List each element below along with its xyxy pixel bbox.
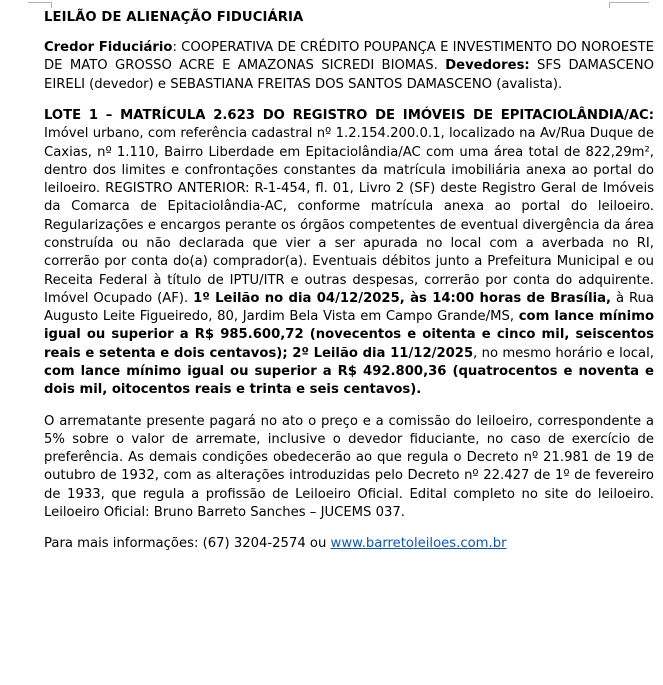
second-auction-note: , no mesmo horário e local, xyxy=(473,345,654,361)
creditor-value: : COOPERATIVA DE CRÉDITO POUPANÇA E INVESTIMENTO DO NOROESTE DE MATO GROSSO ACRE E AMAZONAS SICREDI BIOMAS. xyxy=(44,40,654,74)
creditor-label: Credor Fiduciário xyxy=(44,40,173,56)
first-auction-datetime: 1º Leilão no dia 04/12/2025, às 14:00 horas de Brasília, xyxy=(193,290,612,306)
auction-venue: à Rua Augusto Leite Figueiredo, 80, Jardim Bela Vista em Campo Grande/MS, xyxy=(44,290,654,325)
debtors-value: SFS DAMASCENO EIRELI (devedor) e SEBASTIANA FREITAS DOS SANTOS DAMASCENO (avalista). xyxy=(44,58,654,92)
contact-prefix: Para mais informações: (67) 3204-2574 ou xyxy=(44,536,331,552)
paragraph-contact xyxy=(44,535,654,553)
debtors-label: Devedores: xyxy=(445,58,530,74)
conditions-text: O arrematante presente pagará no ato o preço e a comissão do leiloeiro, correspondente a 5% sobre o valor de arremate, inclusive o devedor fiduciante, no caso de exercício de preferência. As demais condições obedecerão ao que regula o Decreto nº 21.981 de 19 de outubro de 1932, com as alterações introduzidas pelo Decreto nº 22.427 de 1º de fevereiro de 1933, que regula a profissão de Leiloeiro Oficial. Edital completo no site do leiloeiro. Leiloeiro Oficial: Bruno Barreto Sanches – JUCEMS 037. xyxy=(44,413,654,520)
page-title: LEILÃO DE ALIENAÇÃO FIDUCIÁRIA xyxy=(44,10,304,25)
lot-body-first: Imóvel urbano, com referência cadastral nº 1.2.154.200.0.1, localizado na Av/Rua Duque de Caxias, nº 1.110, Bairro Liberdade em Epitaciolândia/AC com uma área total de 822,29m², dentro dos limites e confrontações constantes da matrícula imobiliária anexa ao portal do leiloeiro. REGISTRO ANTERIOR: R-1-454, fl. 01, Livro 2 (SF) deste Registro Geral de Imóveis da Comarca de Epitaciolândia-AC, conforme matrícula anexa ao portal do leiloeiro. Regularizações e encargos perante os órgãos competentes de eventual divergência da área construída ou não declarada que vier a ser apurada no local com a averbada no RI, correrão por conta do(a) comprador(a). Eventuais débitos junto a Prefeitura Municipal e ou Receita Federal à título de IPTU/ITR e outras despesas, correrão por conta do adquirente. Imóvel Ocupado (AF). xyxy=(44,126,654,306)
lot-heading: LOTE 1 – MATRÍCULA 2.623 DO REGISTRO DE IMÓVEIS DE EPITACIOLÂNDIA/AC: xyxy=(44,108,654,123)
paragraph-creditor-debtors xyxy=(44,39,654,94)
auctioneer-website-link[interactable]: www.barretoleiloes.com.br xyxy=(330,536,507,552)
paragraph-conditions xyxy=(44,413,654,523)
paragraph-lot-description xyxy=(44,107,654,400)
first-auction-minimum-bid: com lance mínimo igual ou superior a R$ 985.600,72 (novecentos e oitenta e cinco mil, seiscentos reais e setenta e dois centavos); 2º Leilão dia 11/12/2025 xyxy=(44,309,655,361)
second-auction-minimum-bid: com lance mínimo igual ou superior a R$ 492.800,36 (quatrocentos e noventa e dois mil, oitocentos reais e trinta e seis centavos). xyxy=(44,363,654,398)
